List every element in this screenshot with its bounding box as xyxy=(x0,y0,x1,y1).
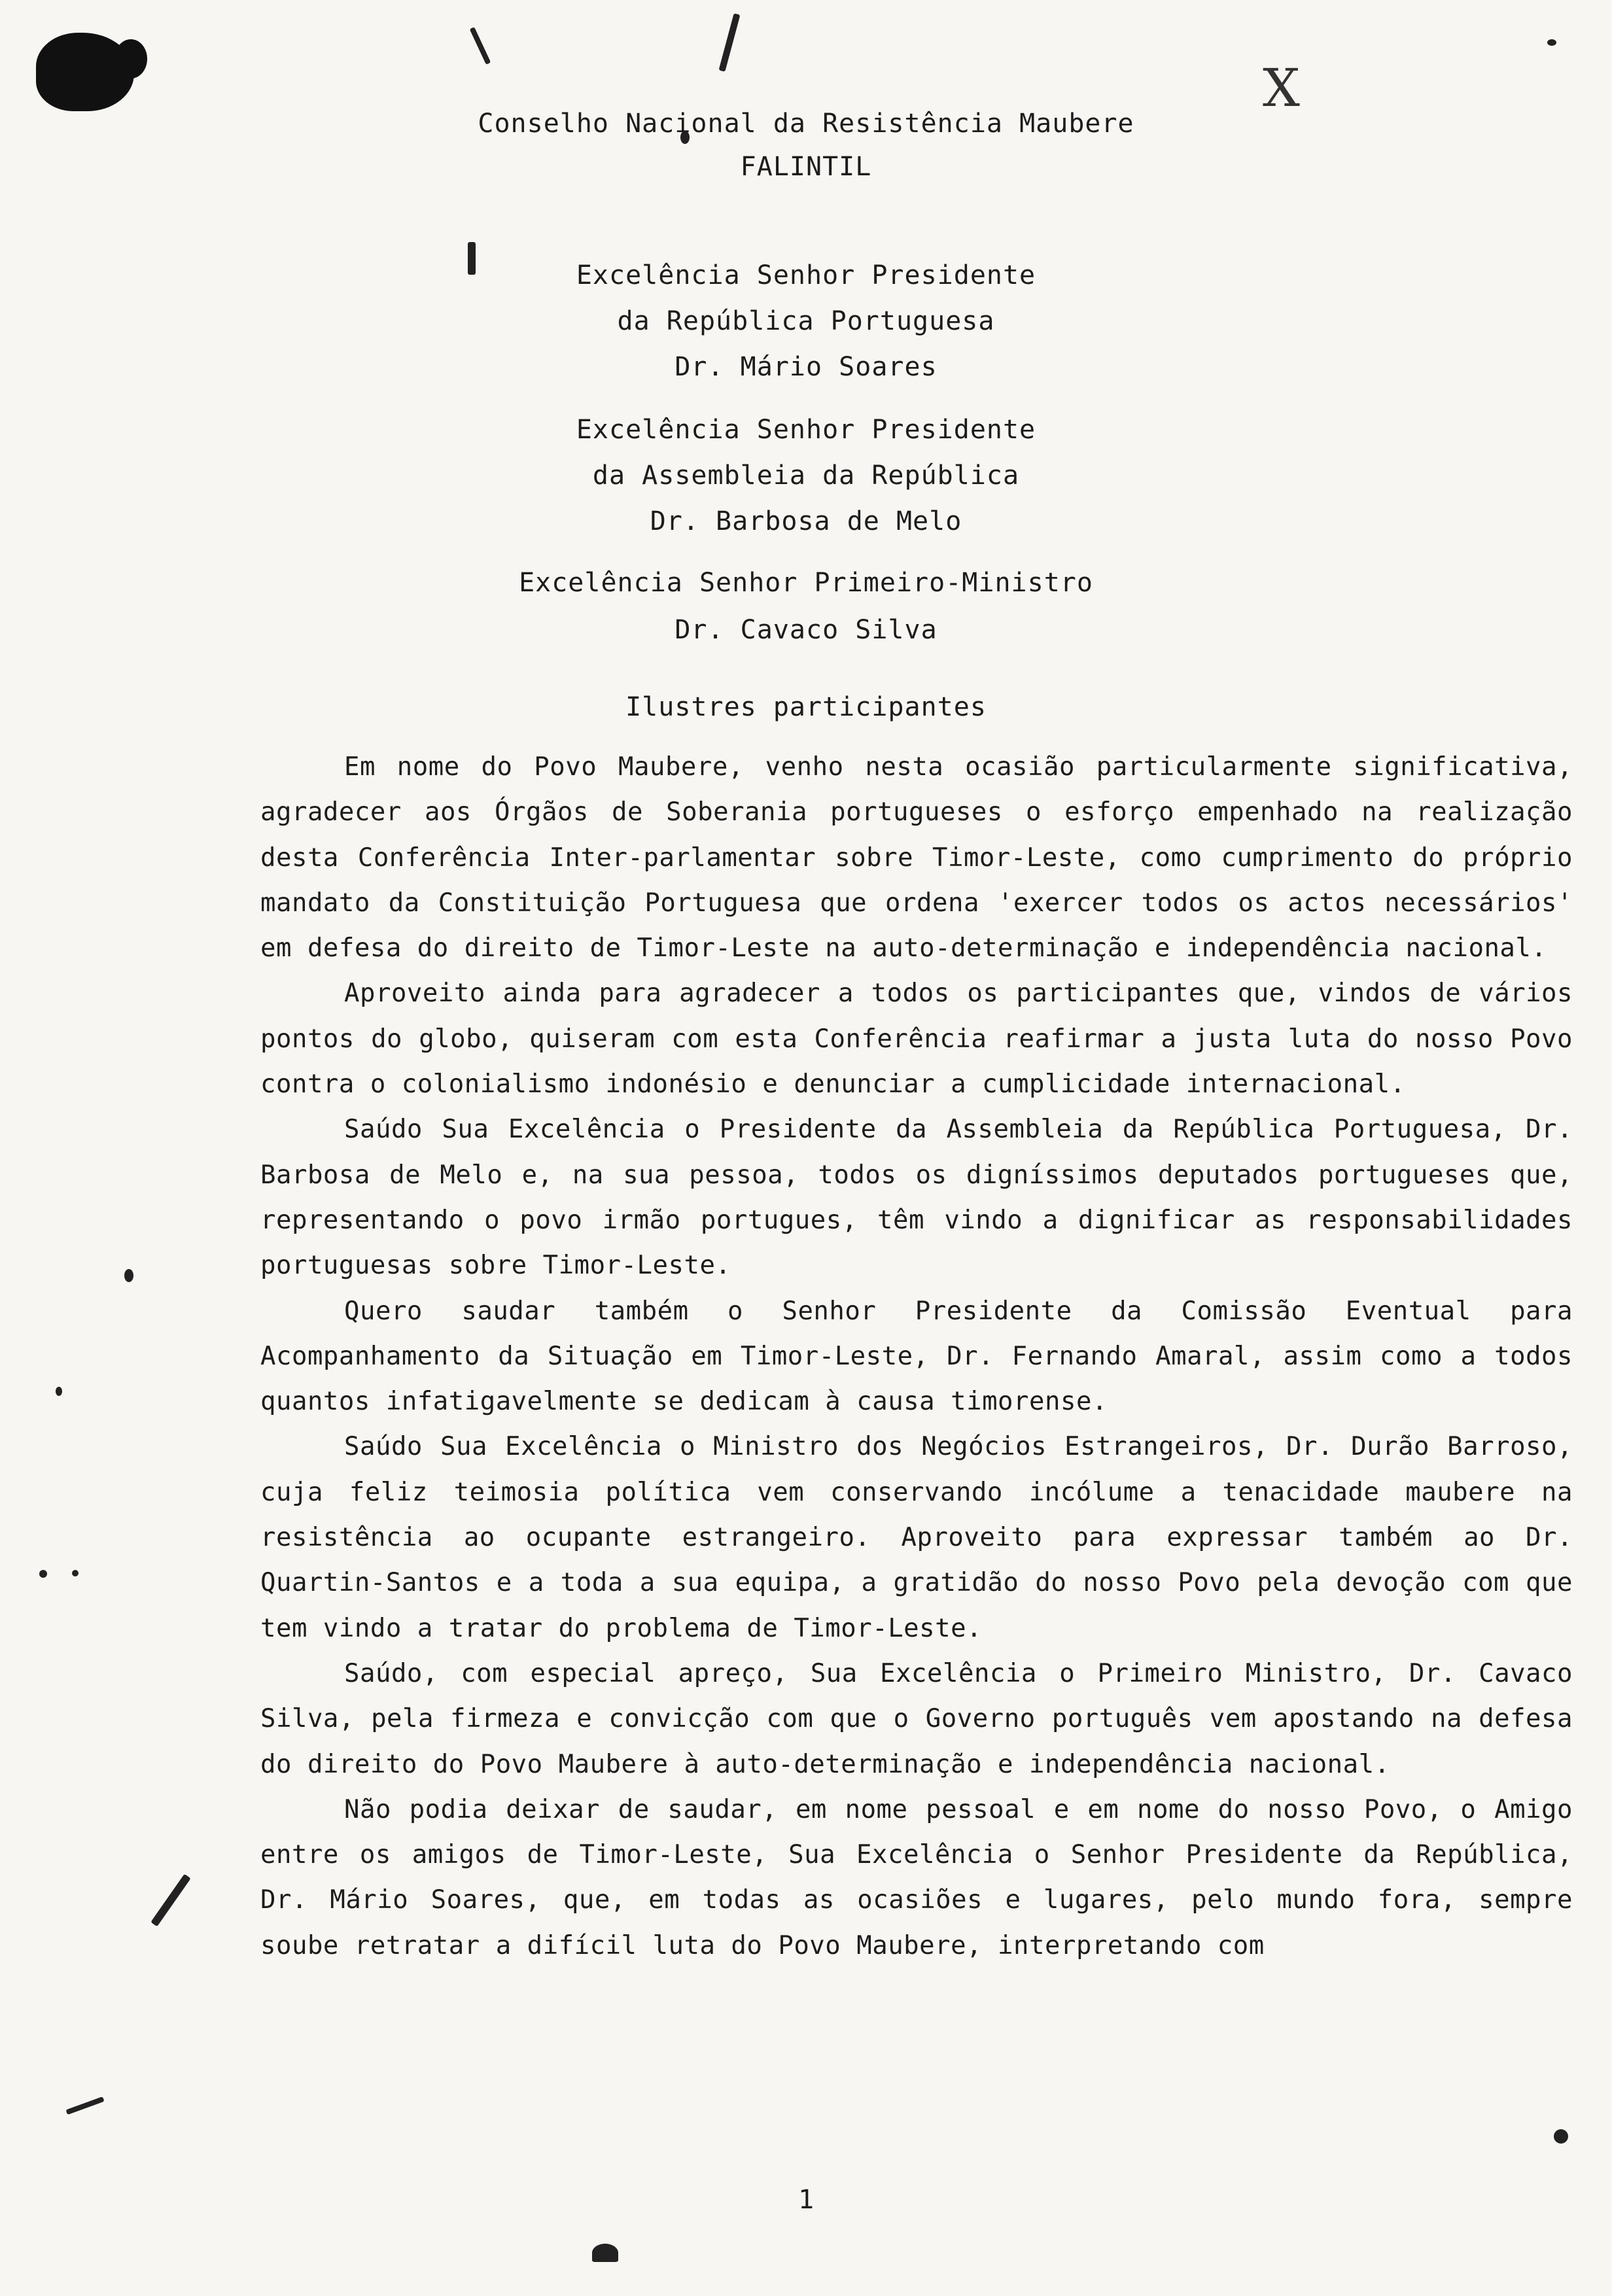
paragraph-7: Não podia deixar de saudar, em nome pessoal e em nome do nosso Povo, o Amigo entre os amigos de Timor-Leste, Sua Excelência o Senhor Presidente da República, Dr. Mário Soares, que, em todas as ocasiões e lugares, pelo mundo fora, sempre soube retratar a difícil luta do Povo Maubere, interpretando com xyxy=(260,1794,1573,1960)
speck xyxy=(65,2096,104,2115)
handwritten-corner-mark: X xyxy=(1263,58,1300,118)
addressee-1-line-2: da República Portuguesa xyxy=(617,306,995,336)
speck xyxy=(72,1570,79,1576)
speck xyxy=(150,1874,190,1927)
speck xyxy=(39,1570,47,1578)
speck xyxy=(56,1387,62,1396)
speck xyxy=(1547,39,1556,46)
paragraph-1: Em nome do Povo Maubere, venho nesta ocasião particularmente significativa, agradecer aos Órgãos de Soberania portugueses o esforço empenhado na realização desta Conferência Inter-parlamentar sobre Timor-Leste, como cumprimento do próprio mandato da Constituição Portuguesa que ordena 'exercer todos os actos necessários' em defesa do direito de Timor-Leste na auto-determinação e independência nacional. xyxy=(260,752,1573,964)
ink-blot-top-left-small xyxy=(114,39,147,78)
addressee-3-line-1: Excelência Senhor Primeiro-Ministro xyxy=(519,568,1093,598)
paragraph-6: Saúdo, com especial apreço, Sua Excelência o Primeiro Ministro, Dr. Cavaco Silva, pela firmeza e convicção com que o Governo português vem apostando na defesa do direito do Povo Maubere à auto-determinação e independência nacional. xyxy=(260,1658,1573,1779)
addressee-3-line-3: Dr. Cavaco Silva xyxy=(675,615,937,645)
addressee-1-line-1: Excelência Senhor Presidente xyxy=(576,260,1036,290)
paragraph-5: Saúdo Sua Excelência o Ministro dos Negócios Estrangeiros, Dr. Durão Barroso, cuja feliz teimosia política vem conservando incólume a tenacidade maubere na resistência ao ocupante estrangeiro. Aproveito para expressar também ao Dr. Quartin-Santos e a toda a sua equipa, a gratidão do nosso Povo pela devoção com que tem vindo a tratar do problema de Timor-Leste. xyxy=(260,1432,1573,1643)
addressee-2-line-3: Dr. Barbosa de Melo xyxy=(650,506,962,536)
paragraph-4: Quero saudar também o Senhor Presidente da Comissão Eventual para Acompanhamento da Situação em Timor-Leste, Dr. Fernando Amaral, assim como a todos quantos infatigavelmente se dedicam à causa timorense. xyxy=(260,1296,1573,1417)
addressee-1-line-3: Dr. Mário Soares xyxy=(675,352,937,382)
speck xyxy=(470,27,491,65)
salutation: Ilustres participantes xyxy=(625,692,987,722)
paragraph-3: Saúdo Sua Excelência o Presidente da Assembleia da República Portuguesa, Dr. Barbosa de Melo e, na sua pessoa, todos os digníssimos deputados portugueses que, representando o povo irmão portugues, têm vindo a dignificar as responsabilidades portuguesas sobre Timor-Leste. xyxy=(260,1115,1573,1281)
addressee-2-line-1: Excelência Senhor Presidente xyxy=(576,415,1036,445)
page-number: 1 xyxy=(797,2185,815,2215)
speck xyxy=(124,1269,133,1282)
speck xyxy=(1554,2129,1568,2144)
speck xyxy=(592,2244,618,2262)
sub-organization-title: FALINTIL xyxy=(740,152,872,182)
letter-body xyxy=(260,744,1573,1968)
paragraph-2: Aproveito ainda para agradecer a todos os participantes que, vindos de vários pontos do globo, quiseram com esta Conferência reafirmar a justa luta do nosso Povo contra o colonialismo indonésio e denunciar a cumplicidade internacional. xyxy=(260,979,1573,1100)
organization-title: Conselho Nacional da Resistência Maubere xyxy=(478,109,1134,139)
speck xyxy=(719,13,741,72)
addressee-2-line-2: da Assembleia da República xyxy=(592,461,1020,491)
